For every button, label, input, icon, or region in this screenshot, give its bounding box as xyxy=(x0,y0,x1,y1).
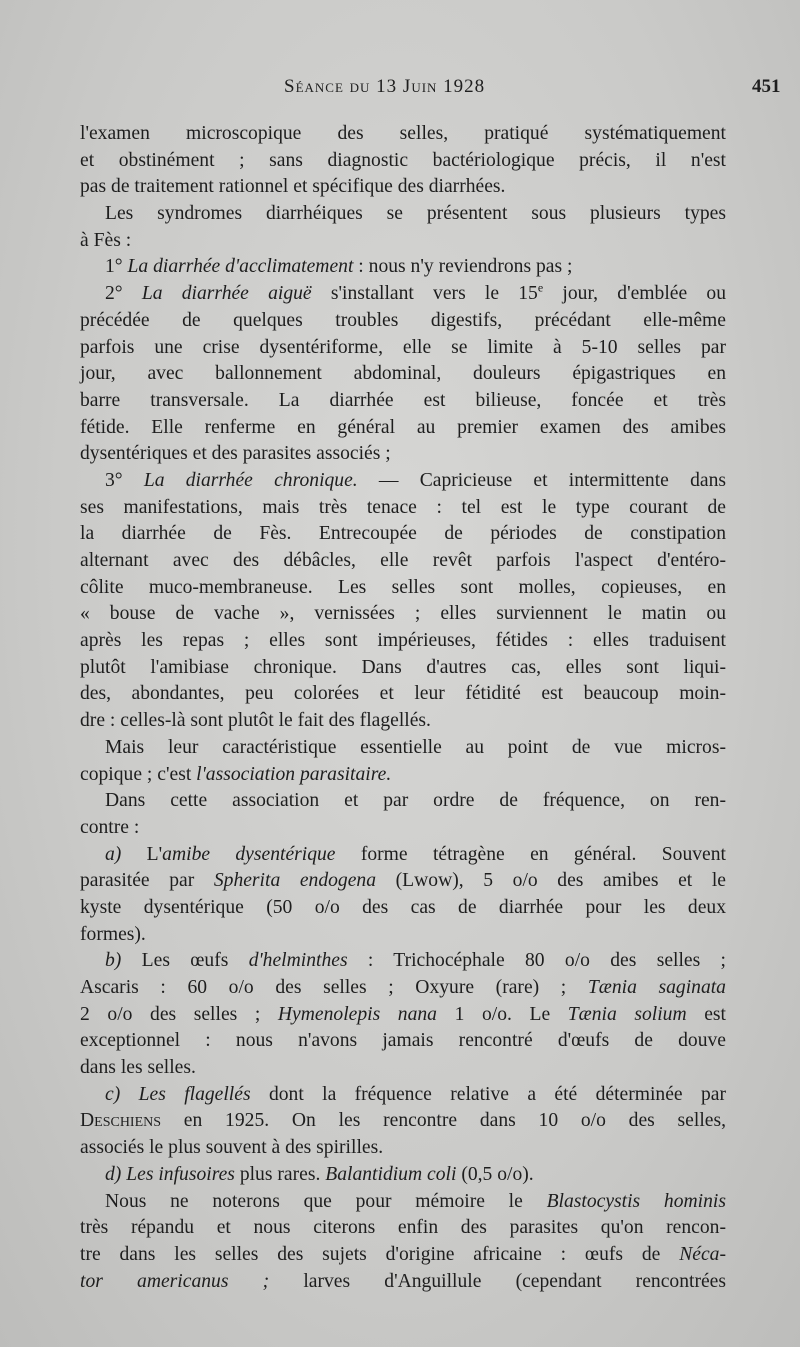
text-line xyxy=(80,1135,726,1162)
text-line xyxy=(80,388,726,415)
text-segment: (0,5 o/o). xyxy=(456,1163,534,1185)
text-line xyxy=(80,628,726,655)
text-segment: la diarrhée de Fès. Entrecoupée de périodes de constipation xyxy=(80,523,726,545)
text-segment: s'installant vers le 15 xyxy=(311,283,538,305)
text-segment: contre : xyxy=(80,816,140,838)
text-segment: Balantidium coli xyxy=(325,1163,457,1185)
text-segment: d'helminthes xyxy=(248,950,348,972)
text-segment: dont la fréquence relative a été déterminée par xyxy=(250,1083,726,1105)
text-segment: Les syndromes diarrhéiques se présentent sous plusieurs types xyxy=(105,203,726,225)
text-segment: Nous ne noterons que pour mémoire le xyxy=(105,1190,547,1212)
text-line xyxy=(80,895,726,922)
text-line xyxy=(80,788,726,815)
text-line xyxy=(80,361,726,388)
text-segment: très répandu et nous citerons enfin des parasites qu'on rencon- xyxy=(80,1217,726,1239)
text-line xyxy=(80,548,726,575)
text-segment: Tænia saginata xyxy=(587,977,726,998)
text-line xyxy=(80,1028,726,1055)
text-segment xyxy=(120,1084,138,1105)
text-segment: des, abondantes, peu colorées et leur fétidité est beaucoup moin- xyxy=(80,683,726,705)
text-segment: l'examen microscopique des selles, pratiqué systématiquement xyxy=(80,123,726,144)
text-line xyxy=(80,948,726,975)
text-segment: plutôt l'amibiase chronique. Dans d'autres cas, elles sont liqui- xyxy=(80,656,726,678)
text-segment: Les œufs xyxy=(121,950,249,972)
page-header xyxy=(0,74,800,104)
text-segment: Mais leur caractéristique essentielle au point de vue micros- xyxy=(105,736,726,758)
text-segment: tor americanus ; xyxy=(80,1270,270,1292)
text-line xyxy=(80,762,726,789)
text-line xyxy=(80,335,726,362)
text-segment: Tænia solium xyxy=(567,1003,687,1025)
text-segment: est xyxy=(686,1003,726,1025)
body-text xyxy=(80,121,726,1295)
text-segment: barre transversale. La diarrhée est bilieuse, foncée et très xyxy=(80,389,726,411)
text-segment: pas de traitement rationnel et spécifique des diarrhées. xyxy=(80,176,506,198)
text-line xyxy=(80,735,726,762)
text-segment: : Trichocéphale 80 o/o des selles ; xyxy=(347,950,726,972)
text-line xyxy=(80,655,726,682)
text-segment: dysentériques et des parasites associés ; xyxy=(80,443,391,465)
text-segment: (Lwow), 5 o/o des amibes et le xyxy=(376,870,726,892)
text-segment: La diarrhée d'acclimatement xyxy=(122,256,354,278)
text-segment: Spherita endogena xyxy=(213,870,377,892)
text-segment: après les repas ; elles sont impérieuses, fétides : elles traduisent xyxy=(80,630,726,652)
text-line xyxy=(80,148,726,175)
text-line xyxy=(80,1108,726,1135)
text-line xyxy=(80,681,726,708)
text-line xyxy=(80,308,726,335)
text-segment: copique ; c'est xyxy=(80,763,197,785)
text-line xyxy=(80,1215,726,1242)
text-segment: 1° xyxy=(105,256,123,278)
text-segment: fétide. Elle renferme en général au premier examen des amibes xyxy=(80,416,726,438)
text-segment: a) xyxy=(105,843,122,865)
text-segment: en 1925. On les rencontre dans 10 o/o des selles, xyxy=(161,1110,726,1132)
text-segment: La diarrhée aiguë xyxy=(122,283,312,305)
text-segment: et obstinément ; sans diagnostic bactériologique précis, il n'est xyxy=(80,149,726,171)
text-line xyxy=(80,601,726,628)
text-segment: : nous n'y reviendrons pas ; xyxy=(353,256,573,278)
text-line xyxy=(80,922,726,949)
text-segment: dans les selles. xyxy=(80,1057,196,1079)
text-segment: L' xyxy=(121,843,163,865)
text-segment: — Capricieuse et intermittente dans xyxy=(357,469,726,491)
text-segment: Les flagellés xyxy=(138,1083,251,1105)
text-line xyxy=(80,815,726,842)
text-line xyxy=(80,1269,726,1296)
text-line xyxy=(80,575,726,602)
text-segment: ses manifestations, mais très tenace : tel est le type courant de xyxy=(80,496,726,518)
text-segment: b) xyxy=(105,950,122,972)
text-line xyxy=(80,174,726,201)
text-line xyxy=(80,415,726,442)
text-segment: Ascaris : 60 o/o des selles ; Oxyure (rare) ; xyxy=(80,977,588,998)
text-line xyxy=(80,708,726,735)
text-line xyxy=(80,201,726,228)
text-segment: jour, avec ballonnement abdominal, douleurs épigastriques en xyxy=(80,363,726,385)
text-line xyxy=(80,228,726,255)
text-segment: e xyxy=(537,280,544,295)
text-line xyxy=(80,1055,726,1082)
text-segment: exceptionnel : nous n'avons jamais rencontré d'œufs de douve xyxy=(80,1030,726,1052)
text-line xyxy=(80,281,726,308)
text-line xyxy=(80,975,726,1002)
text-segment: parfois une crise dysentériforme, elle se limite à 5-10 selles par xyxy=(80,336,726,358)
text-segment: Dans cette association et par ordre de fréquence, on ren- xyxy=(105,790,726,812)
text-segment: Deschiens xyxy=(80,1110,162,1132)
text-segment: amibe dysentérique xyxy=(162,843,336,865)
text-segment: alternant avec des débâcles, elle revêt parfois l'aspect d'entéro- xyxy=(80,550,726,571)
text-line xyxy=(80,1242,726,1269)
text-line xyxy=(80,1189,726,1216)
text-segment: d) xyxy=(105,1163,122,1185)
text-segment: c) xyxy=(105,1083,121,1105)
text-segment: dre : celles-là sont plutôt le fait des flagellés. xyxy=(80,710,431,732)
text-segment: jour, d'emblée ou xyxy=(543,283,726,305)
page-number: 451 xyxy=(752,76,781,97)
text-segment: « bouse de vache », vernissées ; elles surviennent le matin ou xyxy=(80,603,726,625)
text-line xyxy=(80,1162,726,1189)
text-segment: précédée de quelques troubles digestifs, précédant elle-même xyxy=(80,309,726,331)
text-segment: larves d'Anguillule (cependant rencontrées xyxy=(269,1270,726,1292)
text-segment: l'association parasitaire. xyxy=(196,763,392,785)
text-segment: 1 o/o. Le xyxy=(436,1003,568,1025)
text-segment: kyste dysentérique (50 o/o des cas de diarrhée pour les deux xyxy=(80,896,726,918)
text-segment: 3° xyxy=(105,469,123,491)
text-line xyxy=(80,521,726,548)
text-segment: parasitée par xyxy=(80,870,214,892)
text-line xyxy=(80,254,726,281)
text-line xyxy=(80,868,726,895)
text-line xyxy=(80,495,726,522)
text-segment: tre dans les selles des sujets d'origine africaine : œufs de xyxy=(80,1243,680,1265)
text-segment: Néca- xyxy=(679,1243,726,1265)
text-segment: La diarrhée chronique. xyxy=(122,469,358,491)
text-segment: 2° xyxy=(105,283,123,305)
text-line xyxy=(80,842,726,869)
text-segment: formes). xyxy=(80,923,146,945)
running-head: Séance du 13 Juin 1928 xyxy=(284,76,486,97)
text-segment: côlite muco-membraneuse. Les selles sont molles, copieuses, en xyxy=(80,576,726,598)
text-line xyxy=(80,441,726,468)
text-line xyxy=(80,1082,726,1109)
text-segment: Blastocystis hominis xyxy=(546,1190,726,1212)
text-segment: Hymenolepis nana xyxy=(277,1003,437,1025)
text-segment: Les infusoires xyxy=(126,1163,235,1185)
text-line xyxy=(80,468,726,495)
text-segment: associés le plus souvent à des spirilles. xyxy=(80,1137,384,1159)
text-segment: à Fès : xyxy=(80,229,132,251)
text-segment: plus rares. xyxy=(234,1163,326,1185)
text-segment: 2 o/o des selles ; xyxy=(80,1003,278,1025)
text-segment: forme tétragène en général. Souvent xyxy=(335,843,726,865)
text-line xyxy=(80,121,726,148)
text-line xyxy=(80,1002,726,1029)
